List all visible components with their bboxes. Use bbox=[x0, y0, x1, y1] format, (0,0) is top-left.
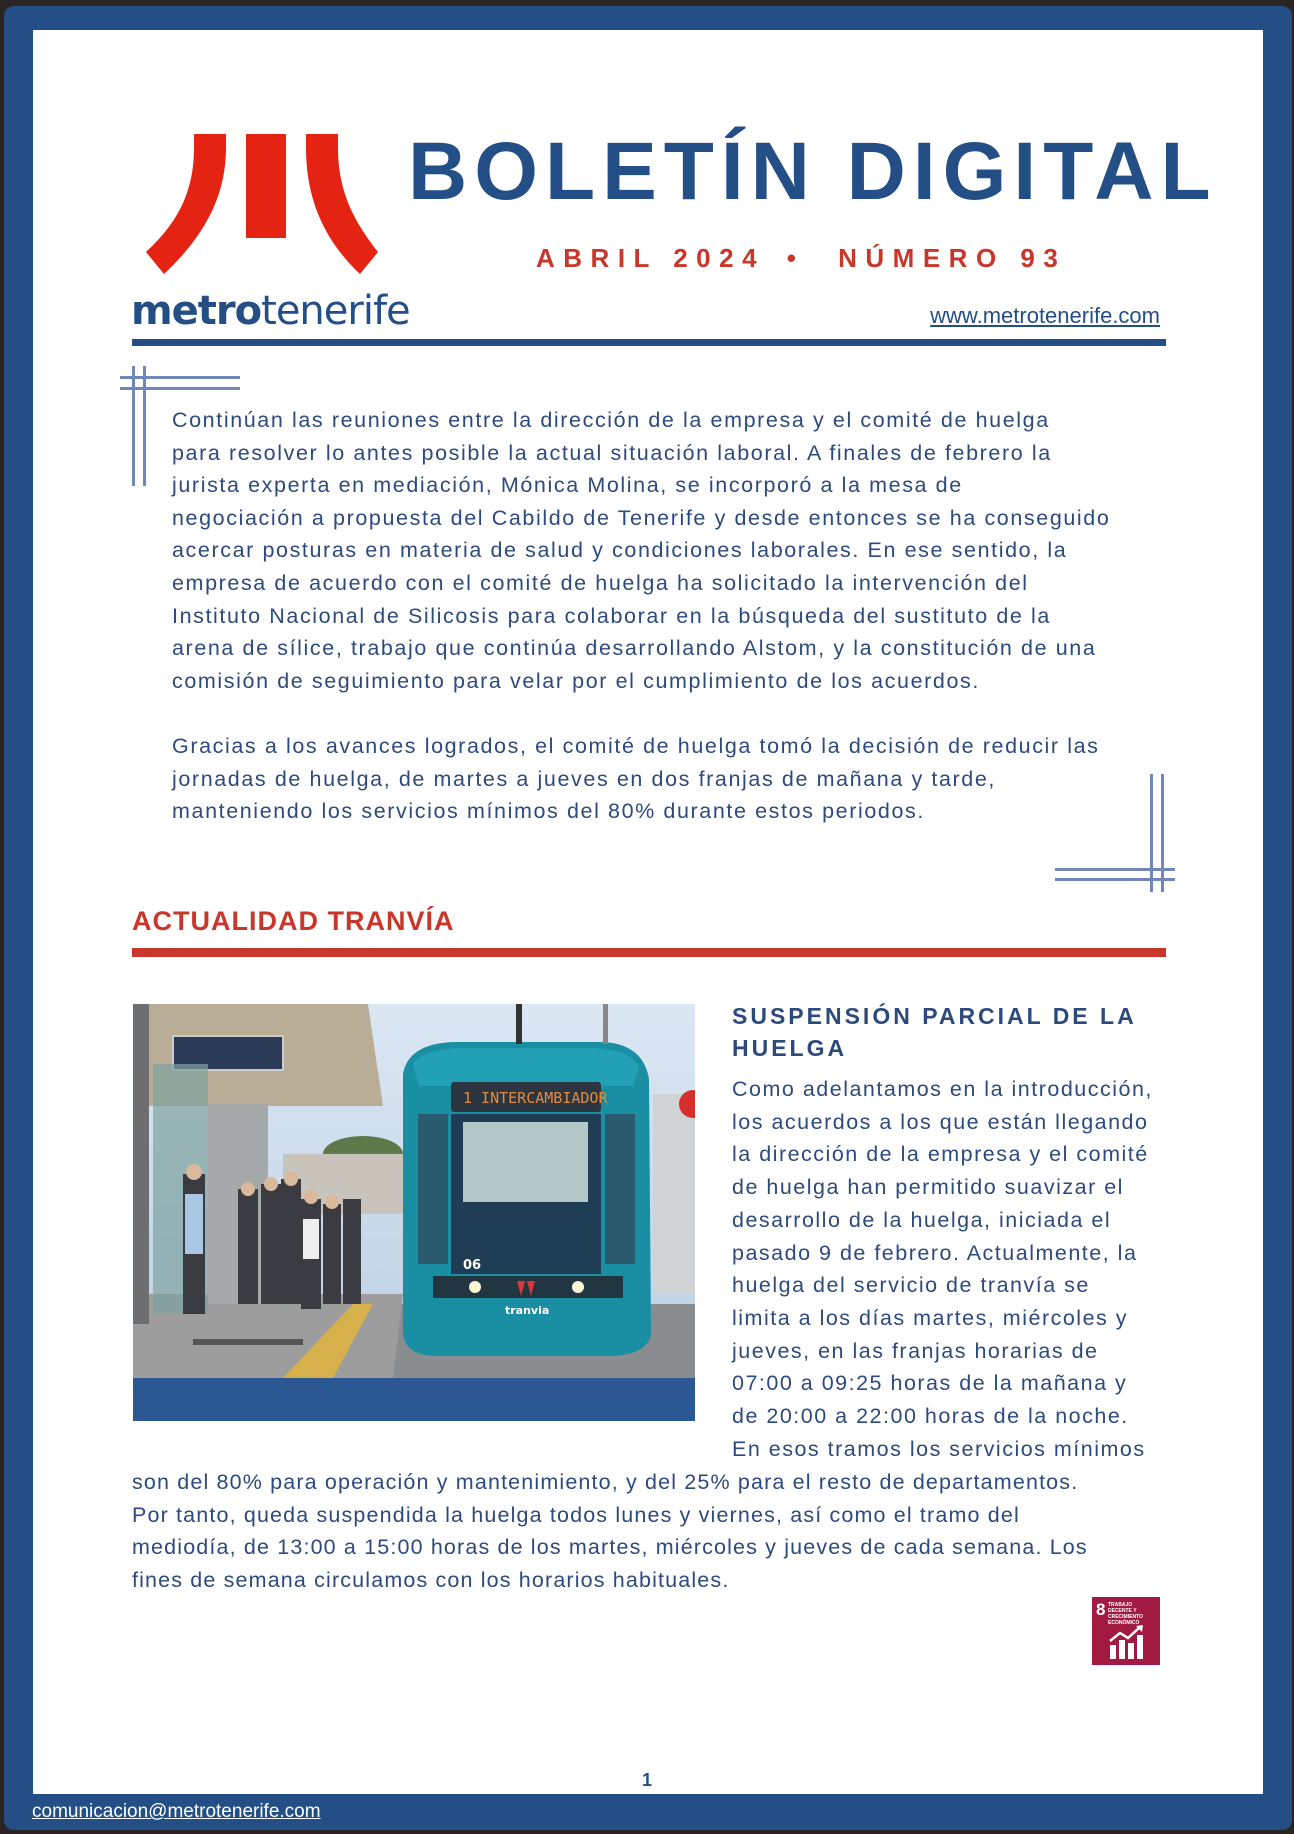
tram-photo bbox=[133, 1004, 695, 1378]
contact-email-link[interactable]: comunicacion@metrotenerife.com bbox=[32, 1801, 321, 1822]
tram-brand-label: tranvia bbox=[505, 1304, 550, 1317]
intro-paragraph: Continúan las reuniones entre la dirección de la empresa y el comité de huelga para resolver lo antes posible la actual situación laboral. A finales de febrero la jurista experta en mediación, Mónica Molina, se incorporó a la mesa de negociación a propuesta del Cabildo de Tenerife y desde entonces se ha conseguido acercar posturas en materia de salud y condiciones laborales. En ese sentido, la empresa de acuerdo con el comité de huelga ha solicitado la intervención del Instituto Nacional de Silicosis para colaborar en la búsqueda del sustituto de la arena de sílice, trabajo que continúa desarrollando Alstom, y la constitución de una comisión de seguimiento para velar por el cumplimiento de los acuerdos. bbox=[172, 408, 1111, 693]
issue-date: ABRIL 2024 bbox=[536, 243, 766, 273]
article-title: SUSPENSIÓN PARCIAL DE LA HUELGA bbox=[732, 1003, 1136, 1061]
metrotenerife-logo-icon bbox=[146, 134, 378, 274]
article-body-continued: son del 80% para operación y mantenimiento, y del 25% para el resto de departamentos. Por tanto, queda suspendida la huelga todos lunes y viernes, así como el tramo del mediodía, de 13:00 a 15:00 horas de los martes, miércoles y jueves de cada semana. Los fines de semana circulamos con los horarios habituales. bbox=[132, 1470, 1088, 1593]
logo-word-metro: metro bbox=[131, 288, 262, 334]
issue-number: NÚMERO 93 bbox=[838, 243, 1067, 273]
separator-dot: • bbox=[786, 243, 805, 273]
article-body-column: Como adelantamos en la introducción, los acuerdos a los que están llegando la dirección de la empresa y el comité de huelga han permitido suavizar el desarrollo de la huelga, iniciada el pasado 9 de febrero. Actualmente, la huelga del servicio de tranvía se limita a los días martes, miércoles y jueves, en las franjas horarias de 07:00 a 09:25 horas de la mañana y de 20:00 a 22:00 horas de la noche. En esos tramos los servicios mínimos bbox=[732, 1077, 1153, 1461]
header-divider bbox=[132, 339, 1166, 346]
newsletter-title: BOLETÍN DIGITAL bbox=[408, 126, 1218, 217]
intro-paragraph: Gracias a los avances logrados, el comité de huelga tomó la decisión de reducir las jornadas de huelga, de martes a jueves en dos franjas de mañana y tarde, manteniendo los servicios mínimos del 80% durante estos periodos. bbox=[172, 733, 1100, 824]
tram-destination-display: 1 INTERCAMBIADOR bbox=[463, 1089, 608, 1107]
logo-wordmark bbox=[131, 288, 410, 334]
tram-number: 06 bbox=[463, 1258, 482, 1273]
logo-word-tenerife: tenerife bbox=[261, 288, 410, 334]
page-number: 1 bbox=[641, 1770, 652, 1790]
sdg-8-badge bbox=[1092, 1597, 1160, 1665]
section-title: ACTUALIDAD TRANVÍA bbox=[132, 906, 455, 936]
sdg-number: 8 bbox=[1096, 1600, 1106, 1619]
tram-illustration bbox=[133, 1004, 695, 1378]
website-link[interactable]: www.metrotenerife.com bbox=[930, 303, 1160, 328]
issue-info bbox=[536, 241, 1066, 275]
photo-caption-bar bbox=[133, 1378, 695, 1421]
intro-text bbox=[172, 404, 1132, 860]
growth-chart-icon bbox=[1108, 1625, 1144, 1659]
section-divider bbox=[132, 948, 1166, 957]
corner-ornament-bottom-right bbox=[1055, 774, 1175, 894]
sdg-label: TRABAJO DECENTE Y CRECIMIENTO ECONÓMICO bbox=[1108, 1602, 1143, 1626]
